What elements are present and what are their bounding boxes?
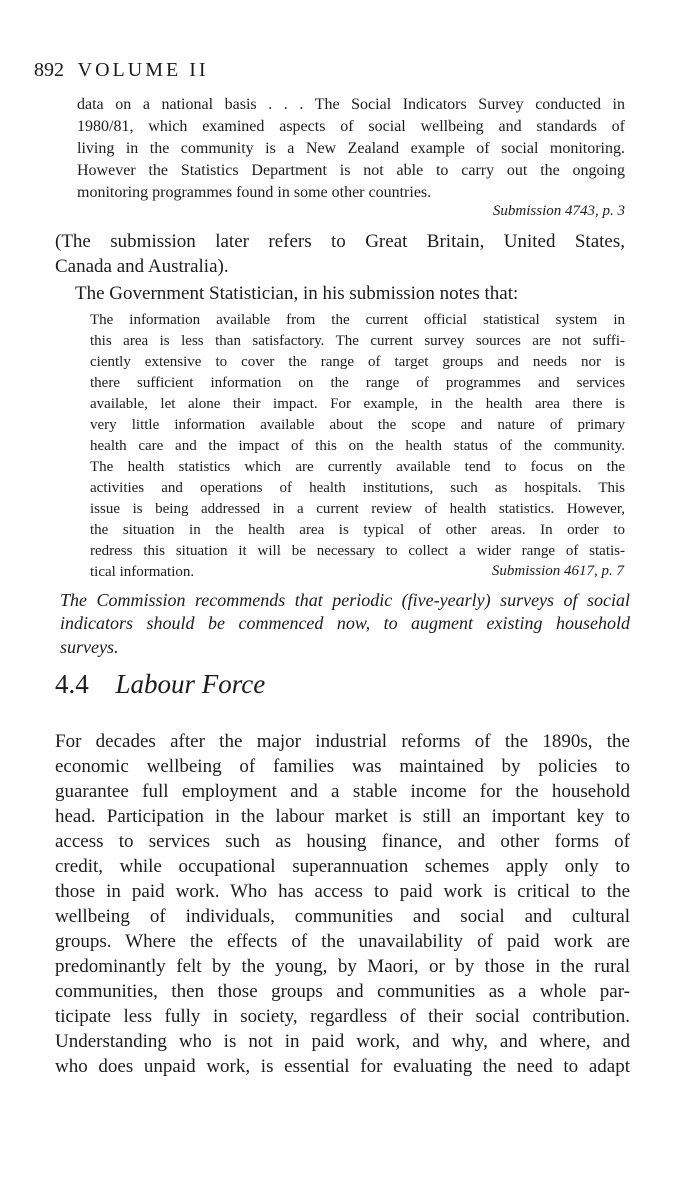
recommendation-line: indicators should be commenced now, to augment existing household	[60, 613, 630, 633]
body-line: economic wellbeing of families was maintained by policies to	[55, 756, 630, 777]
body-line: wellbeing of individuals, communities and social and cultural	[55, 906, 630, 927]
body-line: guarantee full employment and a stable income for the household	[55, 781, 630, 802]
volume-label: VOLUME II	[77, 59, 209, 81]
quote-line: issue is being addressed in a current review of health statistics. However,	[90, 501, 625, 517]
quote-line: activities and operations of health institutions, such as hospitals. This	[90, 480, 625, 496]
page-number: 892	[34, 59, 64, 81]
body-line: For decades after the major industrial reforms of the 1890s, the	[55, 731, 630, 752]
recommendation-line: The Commission recommends that periodic (five-yearly) surveys of social	[60, 590, 630, 610]
body-line: head. Participation in the labour market is still an important key to	[55, 806, 630, 827]
section-title: Labour Force	[115, 669, 266, 699]
body-line: credit, while occupational superannuation schemes apply only to	[55, 856, 630, 877]
quote-line: The health statistics which are currently available tend to focus on the	[90, 459, 625, 475]
citation: Submission 4617, p. 7	[491, 563, 624, 579]
quote-line: health care and the impact of this on the health status of the community.	[90, 438, 625, 454]
citation: Submission 4743, p. 3	[492, 203, 625, 219]
section-number: 4.4	[55, 669, 89, 699]
quote-line: data on a national basis . . . The Social Indicators Survey conducted in	[77, 96, 625, 113]
quote-line: the situation in the health area is typical of other areas. In order to	[90, 522, 625, 538]
quote-line: monitoring programmes found in some other countries.	[77, 184, 432, 201]
body-line: who does unpaid work, is essential for evaluating the need to adapt	[55, 1056, 630, 1077]
recommendation-line: surveys.	[60, 637, 119, 657]
body-line: ticipate less fully in society, regardless of their social contribution.	[55, 1006, 630, 1027]
quote-line: this area is less than satisfactory. The current survey sources are not suffi-	[90, 333, 625, 349]
body-line: predominantly felt by the young, by Maori, or by those in the rural	[55, 956, 630, 977]
quote-line: redress this situation it will be necessary to collect a wider range of statis-	[90, 543, 625, 559]
body-line: groups. Where the effects of the unavailability of paid work are	[55, 931, 630, 952]
quote-line: living in the community is a New Zealand example of social monitoring.	[77, 140, 625, 157]
quote-line: The information available from the current official statistical system in	[90, 312, 625, 328]
section-heading	[55, 668, 265, 700]
body-line: those in paid work. Who has access to paid work is critical to the	[55, 881, 630, 902]
body-line: access to services such as housing finance, and other forms of	[55, 831, 630, 852]
quote-line: available, let alone their impact. For example, in the health area there is	[90, 396, 625, 412]
quote-line: 1980/81, which examined aspects of social wellbeing and standards of	[77, 118, 625, 135]
paragraph-line: The Government Statistician, in his submission notes that:	[75, 283, 519, 304]
quote-line: very little information available about the scope and nature of primary	[90, 417, 625, 433]
paragraph-line: (The submission later refers to Great Britain, United States,	[55, 231, 625, 252]
quote-line: However the Statistics Department is not able to carry out the ongoing	[77, 162, 625, 179]
quote-line: there sufficient information on the range of programmes and services	[90, 375, 625, 391]
quote-line: tical information.	[90, 564, 195, 580]
body-line: Understanding who is not in paid work, and why, and where, and	[55, 1031, 630, 1052]
paragraph-line: Canada and Australia).	[55, 256, 229, 277]
running-head	[34, 58, 209, 82]
body-line: communities, then those groups and communities as a whole par-	[55, 981, 630, 1002]
quote-line: ciently extensive to cover the range of target groups and needs nor is	[90, 354, 625, 370]
